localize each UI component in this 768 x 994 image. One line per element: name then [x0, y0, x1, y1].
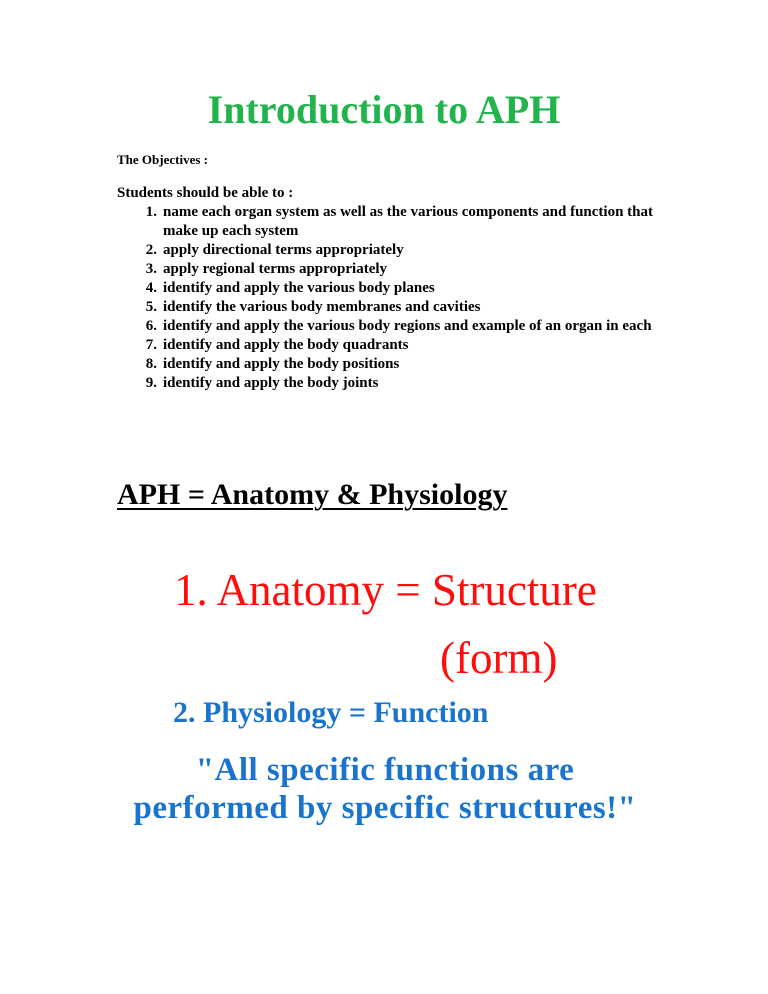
objective-text: identify and apply the various body planes [163, 280, 435, 296]
objective-item [117, 203, 662, 241]
quote-line-1: "All specific functions are [195, 752, 575, 788]
objective-text: apply directional terms appropriately [163, 242, 404, 258]
objective-item [117, 374, 662, 393]
objective-item [117, 241, 662, 260]
objectives-intro: Students should be able to : [117, 185, 294, 201]
anatomy-form-note: (form) [440, 633, 558, 683]
objective-number: 9. [145, 375, 157, 391]
objectives-list [117, 203, 662, 393]
objective-text: identify and apply the body positions [163, 356, 400, 372]
objective-item [117, 260, 662, 279]
aph-heading: APH = Anatomy & Physiology [117, 478, 508, 511]
objective-item [117, 298, 662, 317]
objective-text: identify the various body membranes and cavities [163, 299, 481, 315]
anatomy-definition: 1. Anatomy = Structure [174, 565, 597, 615]
objective-text: identify and apply the various body regions and example of an organ in each [163, 318, 652, 334]
physiology-definition: 2. Physiology = Function [173, 696, 489, 729]
objective-number: 3. [145, 261, 157, 277]
quote-line-2: performed by specific structures!" [133, 790, 637, 826]
objective-number: 4. [145, 280, 157, 296]
objective-number: 2. [145, 242, 157, 258]
objective-text: name each organ system as well as the various components and function that make up each system [163, 204, 654, 239]
objective-number: 6. [145, 318, 157, 334]
objective-item [117, 279, 662, 298]
objectives-heading: The Objectives : [117, 152, 208, 167]
objective-text: apply regional terms appropriately [163, 261, 388, 277]
objective-number: 5. [145, 299, 157, 315]
objective-item [117, 355, 662, 374]
objective-item [117, 317, 662, 336]
page-title: Introduction to APH [207, 87, 561, 132]
objective-text: identify and apply the body quadrants [163, 337, 409, 353]
objective-number: 8. [145, 356, 157, 372]
objective-text: identify and apply the body joints [163, 375, 379, 391]
objective-number: 7. [145, 337, 157, 353]
objective-number: 1. [145, 204, 157, 220]
objective-item [117, 336, 662, 355]
quote [100, 751, 670, 827]
